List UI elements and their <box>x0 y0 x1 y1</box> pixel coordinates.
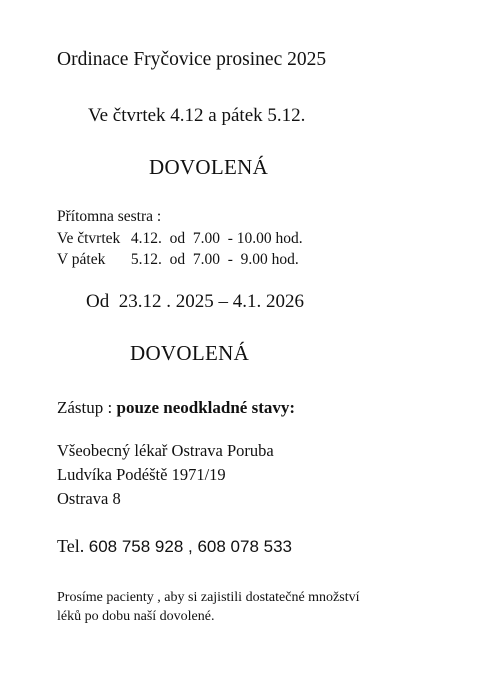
vacation-heading-2: DOVOLENÁ <box>130 341 250 365</box>
note-line-2: léků po dobu naší dovolené. <box>57 609 215 624</box>
substitute-label: Zástup : <box>57 398 113 417</box>
notice-title: Ordinace Fryčovice prosinec 2025 <box>57 49 327 70</box>
note-line-1: Prosíme pacienty , aby si zajistili dostatečné množství <box>57 590 360 605</box>
nurse-row-thursday <box>57 230 303 248</box>
substitute-line <box>57 398 295 418</box>
nurse-row-friday <box>57 251 299 269</box>
phone-label: Tel. <box>57 536 85 556</box>
nurse-end: - 9.00 hod. <box>227 251 299 268</box>
nurse-date: 4.12. <box>130 230 162 247</box>
address-line-1: Všeobecný lékař Ostrava Poruba <box>57 441 274 460</box>
vacation-heading-1: DOVOLENÁ <box>149 155 269 179</box>
address-line-2: Ludvíka Podéště 1971/19 <box>57 465 226 484</box>
nurse-from: od <box>169 251 186 268</box>
vacation-range: Od 23.12 . 2025 – 4.1. 2026 <box>86 291 304 312</box>
nurse-day: V pátek <box>57 251 106 268</box>
closure-dates: Ve čtvrtek 4.12 a pátek 5.12. <box>88 105 306 126</box>
substitute-emphasis: pouze neodkladné stavy: <box>116 398 296 417</box>
nurse-start: 7.00 <box>192 230 220 247</box>
nurse-end: - 10.00 hod. <box>227 230 303 247</box>
nurse-day: Ve čtvrtek <box>57 230 121 247</box>
nurse-from: od <box>169 230 186 247</box>
nurse-start: 7.00 <box>192 251 220 268</box>
nurse-heading: Přítomna sestra : <box>57 208 162 225</box>
phone-numbers: 608 758 928 , 608 078 533 <box>88 537 292 556</box>
nurse-date: 5.12. <box>130 251 162 268</box>
phone-line <box>57 536 292 557</box>
address-line-3: Ostrava 8 <box>57 489 121 508</box>
